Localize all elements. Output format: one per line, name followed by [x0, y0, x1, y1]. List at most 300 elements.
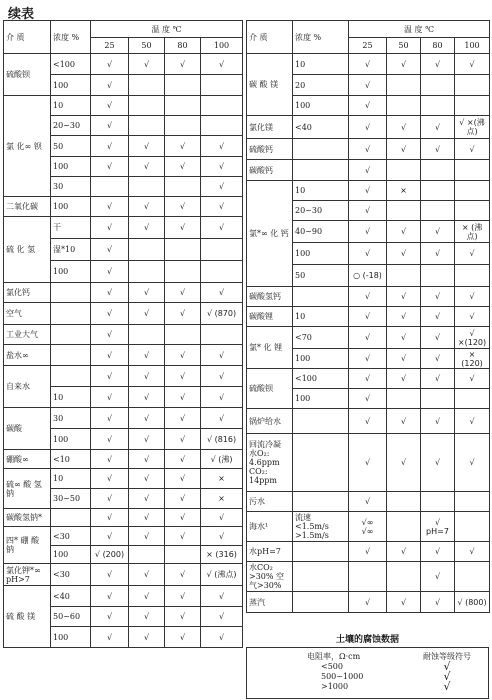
rating-cell-25c: √	[91, 217, 129, 239]
concentration-cell: 20~30	[51, 116, 91, 136]
medium-cell: 硫酸钡	[247, 369, 293, 409]
table-row	[247, 160, 490, 181]
rating-cell-80c: √	[421, 562, 455, 592]
header-concentration: 浓度 %	[51, 21, 91, 54]
concentration-cell	[51, 325, 91, 345]
rating-cell-25c: √	[91, 157, 129, 177]
rating-cell-80c: √ pH=7	[421, 512, 455, 542]
rating-cell-80c: √	[165, 54, 201, 75]
concentration-cell	[51, 303, 91, 325]
rating-cell-50c: √	[129, 469, 165, 489]
rating-cell-80c: √	[421, 592, 455, 613]
table-row	[247, 54, 490, 75]
concentration-cell: 30~50	[51, 489, 91, 509]
rating-cell-100c	[201, 116, 243, 136]
medium-cell: 回流冷凝 水O₂: 4.6ppm CO₂: 14ppm	[247, 434, 293, 492]
rating-cell-50c: √	[387, 243, 421, 265]
rating-cell-100c: √	[455, 139, 490, 160]
rating-cell-100c	[201, 75, 243, 96]
rating-cell-25c: ○ (-18)	[349, 265, 387, 287]
rating-cell-25c: √	[91, 303, 129, 325]
rating-cell-100c: √ (800)	[455, 592, 490, 613]
rating-cell-100c: √	[455, 54, 490, 75]
rating-cell-100c: √	[201, 177, 243, 197]
rating-cell-100c: √	[201, 627, 243, 648]
header-t50: 50	[129, 38, 165, 54]
rating-cell-50c: √	[387, 409, 421, 434]
rating-cell-25c: √	[91, 283, 129, 303]
rating-cell-25c: √	[349, 327, 387, 349]
rating-cell-100c	[455, 96, 490, 116]
rating-cell-50c: √	[387, 592, 421, 613]
rating-cell-25c: √	[91, 607, 129, 627]
rating-cell-50c: √	[387, 287, 421, 307]
rating-cell-80c: √	[421, 349, 455, 369]
rating-cell-50c	[129, 325, 165, 345]
concentration-cell: 100	[51, 75, 91, 96]
medium-cell: 硫酸钙	[247, 139, 293, 160]
rating-cell-25c: √	[349, 389, 387, 409]
rating-cell-25c: √	[91, 387, 129, 408]
concentration-cell	[51, 366, 91, 387]
rating-cell-50c	[129, 116, 165, 136]
rating-cell-80c	[421, 201, 455, 221]
header-medium: 介 质	[247, 21, 293, 54]
concentration-cell: 100	[51, 546, 91, 564]
rating-cell-80c: √	[421, 221, 455, 243]
rating-cell-50c: √	[129, 157, 165, 177]
rating-cell-100c	[455, 512, 490, 542]
rating-cell-50c	[129, 75, 165, 96]
rating-cell-100c: √	[201, 217, 243, 239]
rating-cell-50c: √	[387, 327, 421, 349]
rating-cell-25c: √ (200)	[91, 546, 129, 564]
rating-cell-80c: √	[165, 283, 201, 303]
rating-cell-100c: √	[201, 509, 243, 527]
table-row	[4, 564, 243, 586]
table-row	[4, 366, 243, 387]
medium-cell: 硫 化 氢	[4, 217, 51, 283]
rating-cell-80c: √	[165, 607, 201, 627]
table-row	[247, 512, 490, 542]
rating-cell-80c	[165, 177, 201, 197]
table-row	[247, 369, 490, 389]
concentration-cell	[51, 345, 91, 366]
table-row	[4, 586, 243, 607]
rating-cell-100c: √	[455, 434, 490, 492]
header-t50: 50	[387, 38, 421, 54]
rating-cell-80c: √	[421, 139, 455, 160]
rating-cell-25c: √	[91, 261, 129, 283]
rating-cell-50c: √	[387, 349, 421, 369]
table-row	[247, 492, 490, 512]
rating-cell-100c	[201, 261, 243, 283]
rating-cell-25c: √	[91, 96, 129, 116]
rating-cell-25c: √	[91, 75, 129, 96]
medium-cell: 水CO₂ >30% 空气>30%	[247, 562, 293, 592]
table-row	[4, 325, 243, 345]
medium-cell: 硼酸∞	[4, 450, 51, 469]
rating-cell-80c: √	[165, 136, 201, 157]
table-body-left	[4, 54, 243, 648]
concentration-cell: 40~90	[293, 221, 349, 243]
rating-cell-80c	[165, 239, 201, 261]
rating-cell-50c: √	[387, 116, 421, 139]
rating-cell-25c: √	[91, 586, 129, 607]
rating-cell-80c: √	[165, 387, 201, 408]
rating-cell-100c: × (120)	[455, 349, 490, 369]
rating-cell-25c: √	[91, 325, 129, 345]
rating-cell-50c: √	[387, 369, 421, 389]
concentration-cell	[293, 434, 349, 492]
rating-cell-100c: √	[201, 54, 243, 75]
rating-cell-25c: √	[349, 75, 387, 96]
rating-cell-50c: √	[129, 429, 165, 450]
concentration-cell: 20~30	[293, 201, 349, 221]
rating-cell-25c: √	[91, 345, 129, 366]
rating-cell-50c	[129, 177, 165, 197]
medium-cell: 二氧化碳	[4, 197, 51, 217]
rating-cell-80c: √	[421, 287, 455, 307]
rating-cell-25c: √	[91, 450, 129, 469]
medium-cell: 氯* 化 锂	[247, 327, 293, 369]
concentration-cell	[293, 562, 349, 592]
table-row	[4, 283, 243, 303]
medium-cell: 自来水	[4, 366, 51, 408]
rating-cell-80c: √	[421, 54, 455, 75]
table-row	[4, 197, 243, 217]
rating-cell-50c: √	[387, 221, 421, 243]
rating-cell-50c	[387, 512, 421, 542]
concentration-cell: 100	[51, 429, 91, 450]
rating-cell-100c	[455, 75, 490, 96]
rating-cell-80c: √	[165, 197, 201, 217]
concentration-cell	[51, 283, 91, 303]
rating-cell-25c: √	[349, 492, 387, 512]
rating-cell-80c: √	[165, 469, 201, 489]
rating-cell-25c: √	[349, 369, 387, 389]
soil-resistivity-value: 500~1000	[321, 672, 364, 681]
soil-grade-column	[417, 652, 477, 692]
rating-cell-50c: √	[129, 217, 165, 239]
table-row	[4, 509, 243, 527]
concentration-cell: <10	[51, 450, 91, 469]
rating-cell-80c: √	[165, 564, 201, 586]
table-row	[247, 542, 490, 562]
rating-cell-50c	[387, 96, 421, 116]
medium-cell: 碳酸钙	[247, 160, 293, 181]
rating-cell-80c	[165, 116, 201, 136]
rating-cell-100c	[201, 325, 243, 345]
rating-cell-25c: √	[91, 408, 129, 429]
rating-cell-80c: √	[165, 366, 201, 387]
rating-cell-80c: √	[421, 327, 455, 349]
header-concentration: 浓度 %	[293, 21, 349, 54]
rating-cell-100c: √ (816)	[201, 429, 243, 450]
medium-cell: 氯化镁	[247, 116, 293, 139]
concentration-cell: <40	[293, 116, 349, 139]
header-t80: 80	[421, 38, 455, 54]
rating-cell-100c: √	[455, 409, 490, 434]
concentration-cell: 流速 <1.5m/s >1.5m/s	[293, 512, 349, 542]
rating-cell-80c: √	[421, 434, 455, 492]
rating-cell-50c: √	[129, 283, 165, 303]
rating-cell-100c: ×	[201, 469, 243, 489]
rating-cell-100c	[201, 239, 243, 261]
rating-cell-50c: √	[129, 408, 165, 429]
table-row	[247, 327, 490, 349]
concentration-cell: 10	[51, 469, 91, 489]
rating-cell-25c: √	[91, 509, 129, 527]
rating-cell-50c: √	[129, 527, 165, 546]
corrosion-table-right	[246, 20, 490, 613]
rating-cell-25c: √	[349, 96, 387, 116]
rating-cell-50c	[387, 201, 421, 221]
table-row	[247, 181, 490, 201]
rating-cell-50c: √	[129, 564, 165, 586]
rating-cell-50c	[387, 492, 421, 512]
rating-cell-100c: × (沸点)	[455, 221, 490, 243]
header-t100: 100	[455, 38, 490, 54]
medium-cell: 氯化钙	[4, 283, 51, 303]
rating-cell-100c	[455, 201, 490, 221]
rating-cell-80c	[165, 325, 201, 345]
rating-cell-100c: √	[201, 345, 243, 366]
rating-cell-25c: √∞ √∞	[349, 512, 387, 542]
page-title: 续表	[8, 7, 35, 22]
rating-cell-50c	[129, 546, 165, 564]
rating-cell-80c: √	[421, 116, 455, 139]
soil-grade-value: √	[443, 670, 451, 683]
table-row	[4, 450, 243, 469]
medium-cell: 硫酸钡	[4, 54, 51, 96]
rating-cell-25c: √	[91, 54, 129, 75]
rating-cell-80c	[421, 75, 455, 96]
table-row	[4, 217, 243, 239]
rating-cell-100c	[455, 160, 490, 181]
rating-cell-25c: √	[91, 366, 129, 387]
rating-cell-25c: √	[91, 564, 129, 586]
header-t100: 100	[201, 38, 243, 54]
rating-cell-50c: √	[129, 489, 165, 509]
medium-cell: 碳酸氢钠*	[4, 509, 51, 527]
rating-cell-50c	[129, 239, 165, 261]
rating-cell-25c: √	[349, 160, 387, 181]
header-t25: 25	[349, 38, 387, 54]
concentration-cell: 50~60	[51, 607, 91, 627]
medium-cell: 污水	[247, 492, 293, 512]
rating-cell-80c	[165, 261, 201, 283]
rating-cell-25c: √	[349, 307, 387, 327]
table-row	[4, 345, 243, 366]
rating-cell-25c: √	[349, 116, 387, 139]
rating-cell-80c	[165, 546, 201, 564]
rating-cell-100c: √ (沸)	[201, 450, 243, 469]
concentration-cell: 100	[51, 261, 91, 283]
rating-cell-80c: √	[421, 542, 455, 562]
concentration-cell	[293, 409, 349, 434]
concentration-cell	[293, 492, 349, 512]
concentration-cell: <30	[51, 564, 91, 586]
rating-cell-25c: √	[91, 116, 129, 136]
rating-cell-100c: √	[201, 527, 243, 546]
rating-cell-80c: √	[165, 157, 201, 177]
soil-section-title: 土壤的腐蚀数据	[335, 635, 399, 645]
rating-cell-50c	[129, 261, 165, 283]
rating-cell-25c: √	[349, 243, 387, 265]
medium-cell: 氯 化∞ 钡	[4, 96, 51, 197]
header-t80: 80	[165, 38, 201, 54]
rating-cell-25c: √	[349, 592, 387, 613]
medium-cell: 海水¹	[247, 512, 293, 542]
soil-resistivity-column	[307, 652, 363, 692]
rating-cell-50c: √	[129, 509, 165, 527]
medium-cell: 空气	[4, 303, 51, 325]
medium-cell: 氯*∞ 化 钙	[247, 181, 293, 287]
soil-data-box	[246, 647, 489, 699]
rating-cell-25c: √	[349, 139, 387, 160]
rating-cell-100c: √ ×(沸点)	[455, 116, 490, 139]
concentration-cell: 干	[51, 217, 91, 239]
rating-cell-80c: √	[165, 627, 201, 648]
rating-cell-80c	[421, 492, 455, 512]
rating-cell-25c: √	[349, 201, 387, 221]
rating-cell-50c: √	[129, 54, 165, 75]
table-row	[247, 116, 490, 139]
soil-resistivity-header: 电阻率，Ω·cm	[307, 652, 361, 661]
rating-cell-100c: √	[201, 387, 243, 408]
rating-cell-50c	[387, 265, 421, 287]
medium-cell: 工业大气	[4, 325, 51, 345]
rating-cell-25c	[91, 177, 129, 197]
soil-grade-header: 耐蚀等级符号	[423, 652, 471, 661]
rating-cell-100c: √	[455, 243, 490, 265]
medium-cell: 碳酸氢钙	[247, 287, 293, 307]
concentration-cell: 100	[293, 389, 349, 409]
rating-cell-100c: √ (870)	[201, 303, 243, 325]
table-row	[247, 287, 490, 307]
concentration-cell: <30	[51, 527, 91, 546]
rating-cell-100c: √	[201, 586, 243, 607]
rating-cell-50c	[387, 160, 421, 181]
table-row	[4, 303, 243, 325]
rating-cell-25c: √	[91, 197, 129, 217]
rating-cell-100c	[455, 562, 490, 592]
rating-cell-80c: √	[165, 586, 201, 607]
rating-cell-50c: √	[129, 303, 165, 325]
rating-cell-80c: √	[165, 527, 201, 546]
rating-cell-25c: √	[91, 136, 129, 157]
rating-cell-100c: √	[201, 157, 243, 177]
rating-cell-80c	[421, 160, 455, 181]
rating-cell-50c	[129, 96, 165, 116]
concentration-cell: <40	[51, 586, 91, 607]
concentration-cell: <100	[51, 54, 91, 75]
concentration-cell: 100	[51, 627, 91, 648]
concentration-cell: 10	[293, 181, 349, 201]
header-t25: 25	[91, 38, 129, 54]
medium-cell: 碳酸	[4, 408, 51, 450]
rating-cell-25c: √	[91, 239, 129, 261]
concentration-cell	[293, 160, 349, 181]
rating-cell-80c: √	[421, 243, 455, 265]
concentration-cell	[293, 139, 349, 160]
rating-cell-100c: √	[201, 283, 243, 303]
rating-cell-25c: √	[349, 542, 387, 562]
rating-cell-50c: √	[129, 366, 165, 387]
concentration-cell: 30	[51, 408, 91, 429]
table-row	[4, 54, 243, 75]
rating-cell-100c: √	[201, 408, 243, 429]
rating-cell-50c: √	[129, 450, 165, 469]
rating-cell-100c: √	[455, 307, 490, 327]
left-table-panel	[3, 20, 242, 648]
concentration-cell: 100	[293, 243, 349, 265]
rating-cell-80c: √	[165, 408, 201, 429]
rating-cell-25c: √	[91, 527, 129, 546]
medium-cell: 氯化钾*∞ pH>7	[4, 564, 51, 586]
rating-cell-25c: √	[349, 349, 387, 369]
medium-cell: 盐水∞	[4, 345, 51, 366]
header-temperature: 温 度 ℃	[349, 21, 490, 38]
rating-cell-50c: √	[129, 586, 165, 607]
table-row	[4, 469, 243, 489]
concentration-cell: <70	[293, 327, 349, 349]
rating-cell-100c	[455, 492, 490, 512]
medium-cell: 硫∞ 酸 氢 钠	[4, 469, 51, 509]
rating-cell-80c: √	[165, 303, 201, 325]
concentration-cell: 100	[293, 349, 349, 369]
rating-cell-80c: √	[165, 429, 201, 450]
concentration-cell: 50	[51, 136, 91, 157]
rating-cell-80c	[421, 389, 455, 409]
table-row	[247, 409, 490, 434]
rating-cell-25c	[349, 562, 387, 592]
medium-cell: 蒸汽	[247, 592, 293, 613]
rating-cell-80c	[421, 96, 455, 116]
rating-cell-100c: ×	[201, 489, 243, 509]
rating-cell-100c: √	[201, 607, 243, 627]
rating-cell-100c	[455, 265, 490, 287]
table-row	[247, 139, 490, 160]
rating-cell-80c: √	[165, 345, 201, 366]
table-row	[4, 408, 243, 429]
medium-cell: 四* 硼 酸 钠	[4, 527, 51, 564]
medium-cell: 硫 酸 镁	[4, 586, 51, 648]
concentration-cell: 10	[51, 387, 91, 408]
table-row	[247, 307, 490, 327]
rating-cell-50c: √	[387, 542, 421, 562]
rating-cell-80c: √	[421, 409, 455, 434]
rating-cell-50c: √	[387, 54, 421, 75]
rating-cell-25c: √	[349, 181, 387, 201]
rating-cell-100c: √	[201, 197, 243, 217]
soil-resistivity-value: <500	[321, 662, 343, 671]
rating-cell-50c	[387, 562, 421, 592]
rating-cell-100c: √	[455, 542, 490, 562]
rating-cell-80c: √	[165, 489, 201, 509]
rating-cell-80c	[421, 265, 455, 287]
concentration-cell: 50	[293, 265, 349, 287]
rating-cell-50c: √	[129, 607, 165, 627]
rating-cell-50c: √	[129, 197, 165, 217]
table-row	[247, 562, 490, 592]
rating-cell-100c: √	[455, 369, 490, 389]
rating-cell-50c	[387, 75, 421, 96]
concentration-cell	[293, 287, 349, 307]
rating-cell-50c	[387, 389, 421, 409]
table-row	[4, 96, 243, 116]
